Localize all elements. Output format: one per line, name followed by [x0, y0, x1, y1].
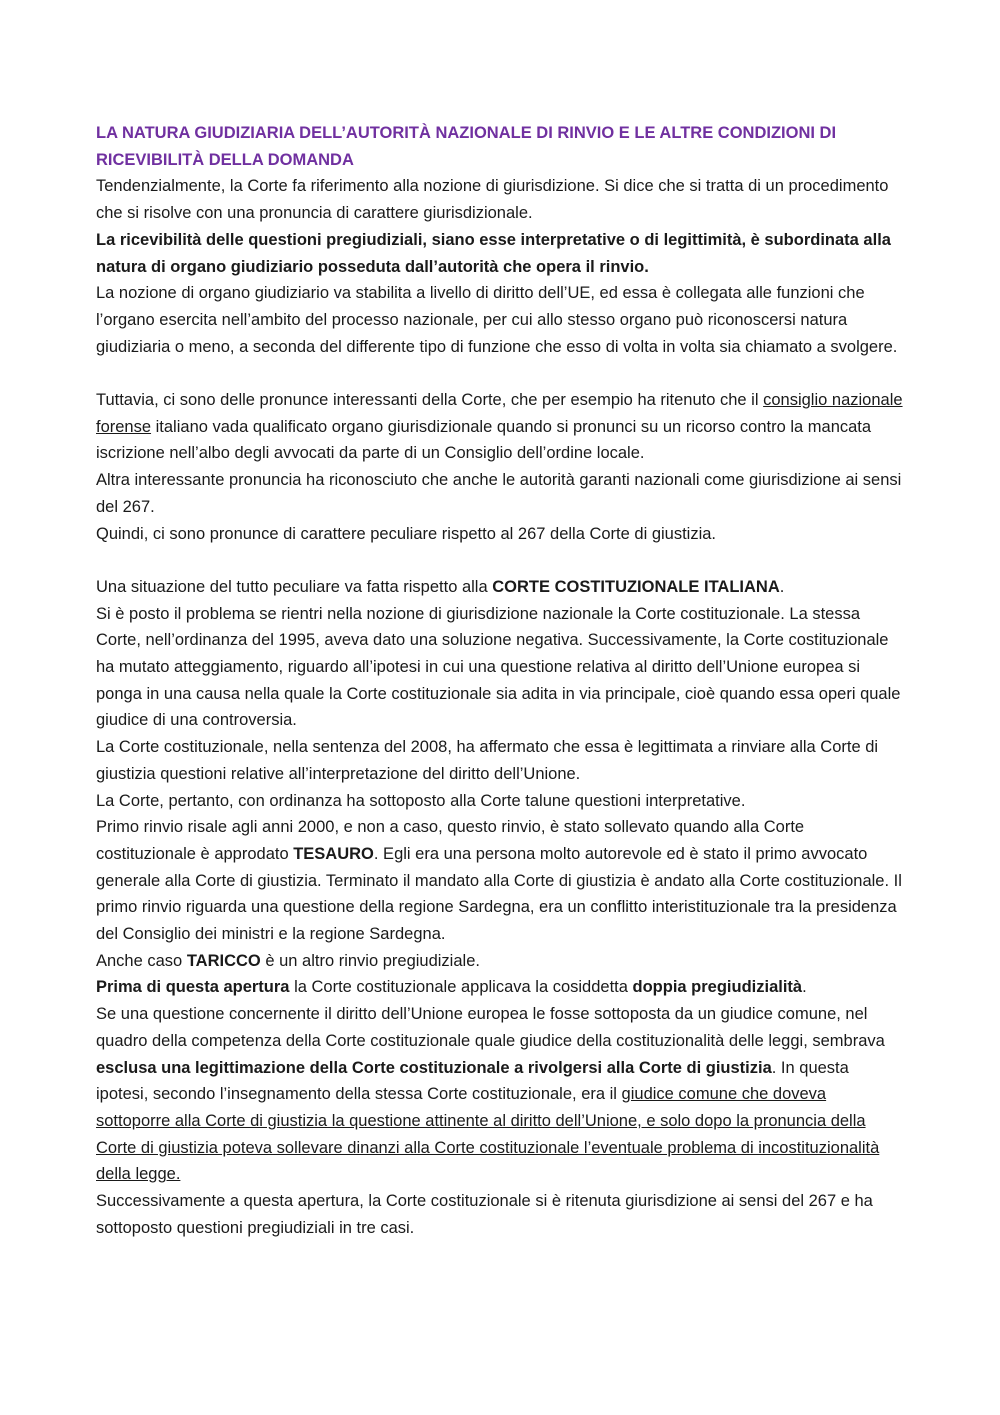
paragraph-1: Tendenzialmente, la Corte fa riferimento alla nozione di giurisdizione. Si dice che si tratta di un procedimento che si risolve con una pronuncia di carattere giurisdizionale.: [96, 177, 889, 223]
paragraph-2: [96, 227, 904, 280]
paragraph-11: [96, 814, 904, 948]
paragraph-14: [96, 1001, 904, 1188]
text-run: Tuttavia, ci sono delle pronunce interessanti della Corte, che per esempio ha ritenuto che il: [96, 391, 764, 410]
text-run: Una situazione del tutto peculiare va fatta rispetto alla: [96, 577, 493, 596]
paragraph-13: [96, 974, 904, 1001]
section-title: LA NATURA GIUDIZIARIA DELL’AUTORITÀ NAZIONALE DI RINVIO E LE ALTRE CONDIZIONI DI RICEVIBILITÀ DELLA DOMANDA: [96, 124, 837, 169]
text-run: .: [802, 978, 807, 997]
text-run: . Egli era una persona molto autorevole ed è stato il primo avvocato generale alla Corte di giustizia. Terminato il mandato alla Corte di giustizia è andato alla Corte costituzionale. Il primo rinvio riguarda una questione della regione Sardegna, era un conflitto interistituzionale tra la presidenza del Consiglio dei ministri e la regione Sardegna.: [96, 844, 902, 944]
paragraph-gap: [96, 360, 904, 387]
bold-term: TARICCO: [186, 951, 261, 970]
bold-term: Prima di questa apertura: [96, 978, 290, 997]
paragraph-4: [96, 387, 904, 467]
underlined-term: consiglio nazionale forense: [96, 391, 903, 436]
bold-statement: La ricevibilità delle questioni pregiudiziali, siano esse interpretative o di legittimità, è subordinata alla natura di organo giudiziario posseduta dall’autorità che opera il rinvio.: [96, 230, 891, 276]
paragraph-15: Successivamente a questa apertura, la Corte costituzionale si è ritenuta giurisdizione ai sensi del 267 e ha sottoposto questioni pregiudiziali in tre casi.: [96, 1192, 873, 1237]
bold-term: CORTE COSTITUZIONALE ITALIANA: [492, 577, 780, 596]
bold-term: esclusa una legittimazione della Corte costituzionale a rivolgersi alla Corte di giustizia: [96, 1058, 772, 1077]
text-run: è un altro rinvio pregiudiziale.: [260, 951, 480, 970]
text-run: Anche caso: [96, 951, 187, 970]
underlined-passage: giudice comune che doveva sottoporre alla Corte di giustizia la questione attinente al diritto dell’Unione, e solo dopo la pronuncia della Corte di giustizia poteva sollevare dinanzi alla Corte costituzionale l’eventuale problema di incostituzionalità della legge.: [96, 1085, 880, 1184]
paragraph-12: [96, 948, 904, 975]
text-run: Se una questione concernente il diritto dell’Unione europea le fosse sottoposta da un giudice comune, nel quadro della competenza della Corte costituzionale quale giudice della costituzionalità delle leggi, sembrava: [96, 1005, 885, 1050]
text-run: . In questa ipotesi, secondo l’insegnamento della stessa Corte costituzionale, era il: [96, 1058, 849, 1104]
paragraph-10: La Corte, pertanto, con ordinanza ha sottoposto alla Corte talune questioni interpretative.: [96, 791, 746, 810]
text-run: italiano vada qualificato organo giurisdizionale quando si pronunci su un ricorso contro la mancata iscrizione nell’albo degli avvocati da parte di un Consiglio dell’ordine locale.: [96, 417, 872, 463]
paragraph-7: [96, 574, 904, 601]
paragraph-6: Quindi, ci sono pronunce di carattere peculiare rispetto al 267 della Corte di giustizia.: [96, 524, 717, 543]
paragraph-9: La Corte costituzionale, nella sentenza del 2008, ha affermato che essa è legittimata a rinviare alla Corte di giustizia questioni relative all’interpretazione del diritto dell’Unione.: [96, 738, 879, 783]
bold-term: TESAURO: [293, 844, 374, 863]
text-run: la Corte costituzionale applicava la cosiddetta: [289, 978, 633, 997]
paragraph-5: Altra interessante pronuncia ha riconosciuto che anche le autorità garanti nazionali come giurisdizione ai sensi del 267.: [96, 471, 902, 516]
bold-term: doppia pregiudizialità: [632, 978, 803, 997]
text-run: .: [779, 577, 785, 596]
paragraph-3: La nozione di organo giudiziario va stabilita a livello di diritto dell’UE, ed essa è collegata alle funzioni che l’organo esercita nell’ambito del processo nazionale, per cui allo stesso organo può riconoscersi natura giudiziaria o meno, a seconda del differente tipo di funzione che esso di volta in volta sia chiamato a svolgere.: [96, 284, 898, 356]
paragraph-8: Si è posto il problema se rientri nella nozione di giurisdizione nazionale la Corte costituzionale. La stessa Corte, nell’ordinanza del 1995, aveva dato una soluzione negativa. Successivamente, la Corte costituzionale ha mutato atteggiamento, riguardo all’ipotesi in cui una questione relativa al diritto dell’Unione europea si ponga in una causa nella quale la Corte costituzionale sia adita in via principale, cioè quando essa operi quale giudice di una controversia.: [96, 604, 901, 730]
text-run: Primo rinvio risale agli anni 2000, e non a caso, questo rinvio, è stato sollevato quando alla Corte costituzionale è approdato: [96, 818, 805, 863]
paragraph-gap: [96, 547, 904, 574]
